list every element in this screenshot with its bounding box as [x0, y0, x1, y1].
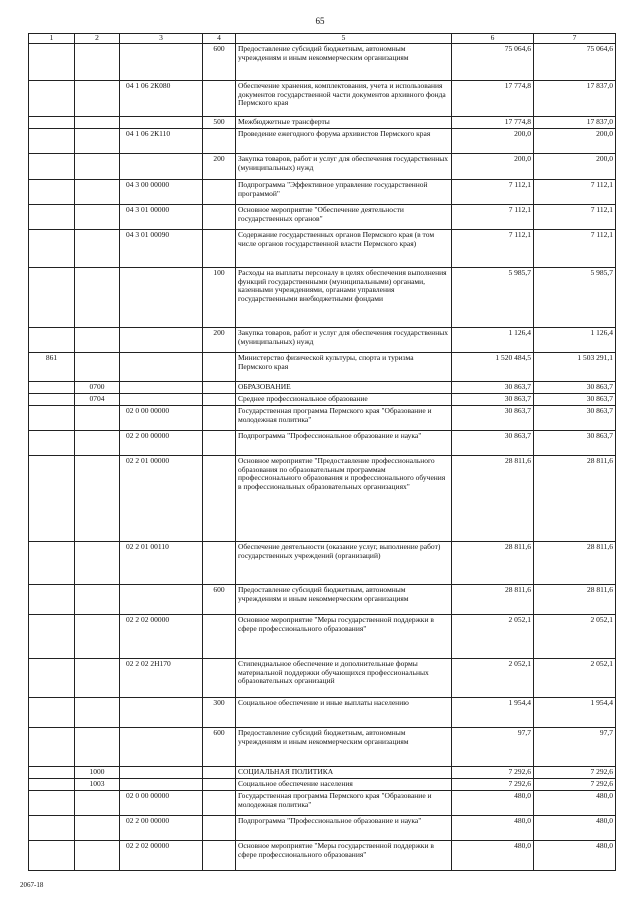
cell-admin-code: [29, 406, 75, 431]
cell-target-article: [120, 154, 203, 180]
cell-section-code: [75, 841, 120, 871]
cell-expense-type: [203, 816, 236, 841]
cell-admin-code: [29, 779, 75, 791]
cell-amount-2: 7 112,1: [534, 230, 616, 268]
cell-section-code: [75, 44, 120, 81]
cell-target-article: [120, 328, 203, 353]
cell-amount-2: 480,0: [534, 816, 616, 841]
cell-section-code: [75, 791, 120, 816]
cell-expense-type: [203, 659, 236, 698]
cell-expense-type: [203, 791, 236, 816]
cell-name: Содержание государственных органов Пермского края (в том числе органов государственной власти Пермского края): [236, 230, 452, 268]
cell-admin-code: [29, 129, 75, 154]
cell-section-code: [75, 698, 120, 728]
cell-amount-2: 480,0: [534, 841, 616, 871]
cell-admin-code: [29, 431, 75, 456]
cell-amount-1: 200,0: [452, 129, 534, 154]
table-row: [29, 180, 616, 205]
cell-amount-1: 28 811,6: [452, 456, 534, 542]
cell-target-article: [120, 698, 203, 728]
table-row: [29, 816, 616, 841]
cell-target-article: 02 2 02 00000: [120, 615, 203, 659]
page-number: 65: [315, 16, 325, 26]
cell-admin-code: [29, 205, 75, 230]
cell-expense-type: 200: [203, 328, 236, 353]
cell-name: Социальное обеспечение населения: [236, 779, 452, 791]
cell-amount-2: 75 064,6: [534, 44, 616, 81]
cell-name: Межбюджетные трансферты: [236, 117, 452, 129]
cell-name: Подпрограмма "Эффективное управление государственной программой": [236, 180, 452, 205]
cell-amount-1: 28 811,6: [452, 585, 534, 615]
cell-expense-type: [203, 615, 236, 659]
cell-expense-type: 500: [203, 117, 236, 129]
column-header: 4: [203, 34, 236, 44]
cell-admin-code: [29, 542, 75, 585]
column-header: 1: [29, 34, 75, 44]
cell-name: Основное мероприятие "Меры государственной поддержки в сфере профессионального образования": [236, 841, 452, 871]
cell-amount-1: 480,0: [452, 816, 534, 841]
cell-target-article: [120, 779, 203, 791]
cell-name: Среднее профессиональное образование: [236, 394, 452, 406]
cell-section-code: 1003: [75, 779, 120, 791]
cell-section-code: [75, 353, 120, 382]
cell-name: Стипендиальное обеспечение и дополнительные формы материальной поддержки обучающихся профессиональных образовательных организаций: [236, 659, 452, 698]
cell-name: Предоставление субсидий бюджетным, автономным учреждениям и иным некоммерческим организациям: [236, 44, 452, 81]
cell-admin-code: [29, 698, 75, 728]
cell-section-code: [75, 180, 120, 205]
cell-amount-2: 17 837,0: [534, 117, 616, 129]
table-row: [29, 129, 616, 154]
cell-amount-2: 7 292,6: [534, 767, 616, 779]
cell-amount-2: 30 863,7: [534, 431, 616, 456]
cell-target-article: 02 0 00 00000: [120, 406, 203, 431]
cell-amount-2: 7 292,6: [534, 779, 616, 791]
cell-amount-2: 1 503 291,1: [534, 353, 616, 382]
cell-section-code: [75, 456, 120, 542]
cell-target-article: [120, 767, 203, 779]
cell-admin-code: [29, 154, 75, 180]
cell-target-article: 02 0 00 00000: [120, 791, 203, 816]
cell-target-article: 02 2 02 00000: [120, 841, 203, 871]
header-row: [29, 34, 616, 44]
cell-expense-type: [203, 456, 236, 542]
table-row: [29, 585, 616, 615]
table-row: [29, 81, 616, 117]
table-row: [29, 205, 616, 230]
cell-admin-code: [29, 585, 75, 615]
cell-section-code: [75, 542, 120, 585]
column-header: 5: [236, 34, 452, 44]
cell-admin-code: [29, 180, 75, 205]
cell-name: Обеспечение деятельности (оказание услуг, выполнение работ) государственных учреждений (организаций): [236, 542, 452, 585]
cell-expense-type: [203, 406, 236, 431]
cell-admin-code: [29, 456, 75, 542]
cell-expense-type: [203, 767, 236, 779]
table-row: [29, 44, 616, 81]
cell-section-code: [75, 328, 120, 353]
table-row: [29, 230, 616, 268]
cell-expense-type: [203, 230, 236, 268]
cell-target-article: 04 3 01 00090: [120, 230, 203, 268]
cell-amount-2: 30 863,7: [534, 394, 616, 406]
table-row: [29, 767, 616, 779]
cell-target-article: [120, 268, 203, 328]
table-row: [29, 791, 616, 816]
cell-amount-2: 480,0: [534, 791, 616, 816]
cell-amount-1: 7 112,1: [452, 230, 534, 268]
cell-target-article: 02 2 01 00110: [120, 542, 203, 585]
cell-amount-1: 5 985,7: [452, 268, 534, 328]
cell-admin-code: 861: [29, 353, 75, 382]
cell-expense-type: [203, 81, 236, 117]
cell-section-code: [75, 154, 120, 180]
table-row: [29, 328, 616, 353]
cell-section-code: 0704: [75, 394, 120, 406]
cell-amount-1: 480,0: [452, 791, 534, 816]
cell-admin-code: [29, 659, 75, 698]
cell-expense-type: [203, 180, 236, 205]
cell-section-code: [75, 406, 120, 431]
cell-expense-type: [203, 394, 236, 406]
cell-admin-code: [29, 767, 75, 779]
cell-section-code: [75, 615, 120, 659]
table-row: [29, 406, 616, 431]
cell-target-article: [120, 394, 203, 406]
cell-expense-type: [203, 431, 236, 456]
cell-amount-1: 480,0: [452, 841, 534, 871]
table-body: [29, 44, 616, 871]
cell-target-article: 04 1 06 2К110: [120, 129, 203, 154]
cell-amount-2: 28 811,6: [534, 542, 616, 585]
cell-target-article: [120, 728, 203, 767]
cell-amount-1: 75 064,6: [452, 44, 534, 81]
cell-target-article: [120, 44, 203, 81]
cell-amount-2: 2 052,1: [534, 615, 616, 659]
cell-name: Министерство физической культуры, спорта и туризма Пермского края: [236, 353, 452, 382]
cell-amount-2: 7 112,1: [534, 180, 616, 205]
cell-section-code: [75, 205, 120, 230]
cell-name: Подпрограмма "Профессиональное образование и наука": [236, 816, 452, 841]
table-row: [29, 542, 616, 585]
cell-admin-code: [29, 615, 75, 659]
cell-expense-type: 300: [203, 698, 236, 728]
cell-target-article: 02 2 01 00000: [120, 456, 203, 542]
cell-target-article: 02 2 00 00000: [120, 431, 203, 456]
cell-name: Подпрограмма "Профессиональное образование и наука": [236, 431, 452, 456]
column-header: 2: [75, 34, 120, 44]
cell-amount-1: 30 863,7: [452, 406, 534, 431]
cell-expense-type: [203, 841, 236, 871]
cell-amount-1: 30 863,7: [452, 431, 534, 456]
cell-target-article: [120, 382, 203, 394]
table-row: [29, 431, 616, 456]
cell-amount-1: 1 520 484,5: [452, 353, 534, 382]
cell-name: Основное мероприятие "Обеспечение деятельности государственных органов": [236, 205, 452, 230]
table-row: [29, 659, 616, 698]
cell-expense-type: [203, 129, 236, 154]
cell-admin-code: [29, 230, 75, 268]
cell-name: Закупка товаров, работ и услуг для обеспечения государственных (муниципальных) нужд: [236, 154, 452, 180]
cell-section-code: [75, 816, 120, 841]
cell-section-code: [75, 81, 120, 117]
cell-amount-1: 30 863,7: [452, 382, 534, 394]
cell-target-article: 04 3 01 00000: [120, 205, 203, 230]
cell-amount-1: 7 292,6: [452, 779, 534, 791]
budget-table: [28, 33, 616, 871]
cell-target-article: 02 2 00 00000: [120, 816, 203, 841]
table-header: [29, 34, 616, 44]
cell-section-code: [75, 728, 120, 767]
cell-target-article: 04 3 00 00000: [120, 180, 203, 205]
cell-amount-2: 1 954,4: [534, 698, 616, 728]
cell-amount-2: 28 811,6: [534, 456, 616, 542]
cell-target-article: [120, 353, 203, 382]
cell-admin-code: [29, 791, 75, 816]
column-header: 7: [534, 34, 616, 44]
cell-target-article: 02 2 02 2Н170: [120, 659, 203, 698]
cell-amount-1: 17 774,8: [452, 81, 534, 117]
cell-amount-1: 1 126,4: [452, 328, 534, 353]
column-header: 6: [452, 34, 534, 44]
cell-admin-code: [29, 268, 75, 328]
cell-name: ОБРАЗОВАНИЕ: [236, 382, 452, 394]
cell-amount-1: 7 292,6: [452, 767, 534, 779]
table-row: [29, 728, 616, 767]
cell-section-code: [75, 117, 120, 129]
cell-expense-type: 600: [203, 44, 236, 81]
cell-amount-1: 7 112,1: [452, 205, 534, 230]
cell-amount-2: 28 811,6: [534, 585, 616, 615]
cell-amount-1: 30 863,7: [452, 394, 534, 406]
cell-admin-code: [29, 328, 75, 353]
cell-amount-2: 200,0: [534, 129, 616, 154]
cell-expense-type: 600: [203, 728, 236, 767]
cell-amount-1: 17 774,8: [452, 117, 534, 129]
cell-expense-type: [203, 779, 236, 791]
cell-name: Предоставление субсидий бюджетным, автономным учреждениям и иным некоммерческим организациям: [236, 585, 452, 615]
cell-section-code: [75, 230, 120, 268]
cell-section-code: 0700: [75, 382, 120, 394]
cell-target-article: 04 1 06 2К080: [120, 81, 203, 117]
cell-name: СОЦИАЛЬНАЯ ПОЛИТИКА: [236, 767, 452, 779]
column-header: 3: [120, 34, 203, 44]
cell-amount-1: 97,7: [452, 728, 534, 767]
cell-amount-2: 30 863,7: [534, 382, 616, 394]
cell-admin-code: [29, 728, 75, 767]
cell-amount-2: 2 052,1: [534, 659, 616, 698]
cell-name: Основное мероприятие "Меры государственной поддержки в сфере профессионального образования": [236, 615, 452, 659]
cell-name: Основное мероприятие "Предоставление профессионального образования по образовательным программам профессионального образования и профессионального обучения в профессиональных образовательных организациях": [236, 456, 452, 542]
cell-name: Обеспечение хранения, комплектования, учета и использования документов государственной части документов архивного фонда Пермского края: [236, 81, 452, 117]
cell-section-code: [75, 659, 120, 698]
cell-admin-code: [29, 841, 75, 871]
cell-amount-1: 1 954,4: [452, 698, 534, 728]
table-row: [29, 698, 616, 728]
cell-name: Закупка товаров, работ и услуг для обеспечения государственных (муниципальных) нужд: [236, 328, 452, 353]
cell-amount-1: 7 112,1: [452, 180, 534, 205]
cell-admin-code: [29, 117, 75, 129]
cell-admin-code: [29, 816, 75, 841]
cell-expense-type: [203, 382, 236, 394]
cell-amount-2: 200,0: [534, 154, 616, 180]
cell-name: Государственная программа Пермского края "Образование и молодежная политика": [236, 791, 452, 816]
cell-expense-type: 200: [203, 154, 236, 180]
cell-amount-1: 2 052,1: [452, 659, 534, 698]
cell-admin-code: [29, 81, 75, 117]
table-row: [29, 456, 616, 542]
table-row: [29, 353, 616, 382]
cell-admin-code: [29, 394, 75, 406]
table-row: [29, 117, 616, 129]
cell-section-code: 1000: [75, 767, 120, 779]
cell-expense-type: 100: [203, 268, 236, 328]
cell-section-code: [75, 268, 120, 328]
cell-name: Проведение ежегодного форума архивистов Пермского края: [236, 129, 452, 154]
cell-amount-1: 2 052,1: [452, 615, 534, 659]
table-row: [29, 394, 616, 406]
cell-expense-type: [203, 542, 236, 585]
cell-amount-2: 97,7: [534, 728, 616, 767]
table-row: [29, 779, 616, 791]
cell-name: Предоставление субсидий бюджетным, автономным учреждениям и иным некоммерческим организациям: [236, 728, 452, 767]
cell-target-article: [120, 117, 203, 129]
cell-name: Государственная программа Пермского края "Образование и молодежная политика": [236, 406, 452, 431]
cell-amount-2: 1 126,4: [534, 328, 616, 353]
cell-amount-2: 17 837,0: [534, 81, 616, 117]
cell-amount-2: 7 112,1: [534, 205, 616, 230]
table-row: [29, 615, 616, 659]
table-row: [29, 382, 616, 394]
cell-expense-type: 600: [203, 585, 236, 615]
cell-name: Социальное обеспечение и иные выплаты населению: [236, 698, 452, 728]
table-row: [29, 841, 616, 871]
cell-expense-type: [203, 205, 236, 230]
cell-amount-1: 28 811,6: [452, 542, 534, 585]
cell-amount-2: 30 863,7: [534, 406, 616, 431]
table-row: [29, 154, 616, 180]
cell-section-code: [75, 585, 120, 615]
cell-admin-code: [29, 382, 75, 394]
cell-amount-2: 5 985,7: [534, 268, 616, 328]
cell-name: Расходы на выплаты персоналу в целях обеспечения выполнения функций государственными (муниципальными) органами, казенными учреждениями, органами управления государственными внебюджетными фондами: [236, 268, 452, 328]
cell-section-code: [75, 129, 120, 154]
cell-admin-code: [29, 44, 75, 81]
cell-expense-type: [203, 353, 236, 382]
table-row: [29, 268, 616, 328]
document-code: 2067-18: [20, 881, 44, 889]
cell-section-code: [75, 431, 120, 456]
cell-target-article: [120, 585, 203, 615]
cell-amount-1: 200,0: [452, 154, 534, 180]
